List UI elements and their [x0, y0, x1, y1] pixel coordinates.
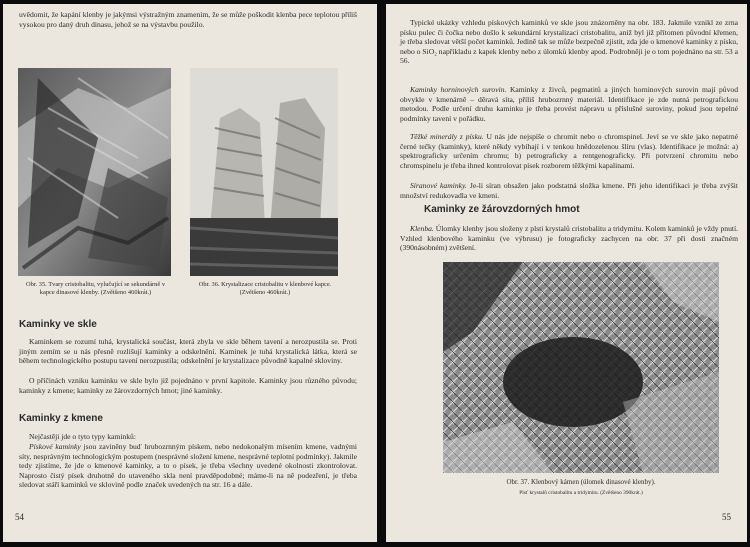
term-horninove: Kaminky horninových surovin.: [410, 85, 507, 94]
paragraph-ve-skle: Kaminkem se rozumí tuhá, krystalická součást, která zbyla ve skle během tavení a nerozpustila se. Proti jiným zemím se u nás přesně rozlišují kaminky a odskelnění. Kaminek je tuhá krystalická látka, která se během technologického postupu tavení nerozpustila; odskelnění je krystalizace původně kapalné skloviny.: [19, 337, 357, 366]
term-klenba: Klenba.: [410, 224, 434, 233]
figure-35-caption: Obr. 35. Tvary cristobalitu, vylučující se sekundárně v kapce dinasové klenby. (Zvětšeno 460krát.): [25, 281, 166, 296]
term-siranove: Síranové kaminky.: [410, 181, 467, 190]
paragraph-klenba: [400, 224, 738, 253]
paragraph-klenba-body: Úlomky klenby jsou složeny z plsti krystalů cristobalitu a tridymitu. Kolem kaminků je vždy pnutí. Vzhled klenbového kaminku (ve výbrusu) je fotograficky zachycen na obr. 37 při dosti značném (390násobném) zvětšení.: [400, 224, 738, 253]
paragraph-siranove-body: Je-li síran obsažen jako podstatná složka kmene. Při jeho identifikaci je třeba zvýšit množství redukovadla ve kmeni.: [400, 181, 739, 200]
figure-37-caption: Obr. 37. Klenbový kámen (úlomek dinasové klenby).: [506, 478, 656, 486]
paragraph-typy-lead: Nejčastěji jde o tyto typy kaminků:: [29, 432, 136, 441]
term-tezke: Těžké minerály z písku.: [410, 132, 484, 141]
paragraph-tezke-body: U nás jde nejspíše o chromit nebo o chromspinel. Jeví se ve skle jako nepatrné černé tečky (kaminky), které někdy vybíhají i v tenkou hnědozelenou šlíru (vlas). Identifikace je možná: a) spektrograficky určením chromu; b) petrograficky a rentgenograficky. Při potvrzení chromitu nebo chromspinelu je třeba ihned kontrolovat písek rozborem těžkými kapalinami.: [400, 132, 738, 170]
right-page: [386, 4, 747, 542]
page-number-left: 54: [15, 512, 24, 522]
paragraph-horninove: [400, 85, 738, 123]
figure-37-subcaption: Plsť krystalů cristobalitu a tridymitu. (Zvětšeno 390krát.): [519, 490, 643, 496]
paragraph-typicke: Typické ukázky vzhledu pískových kaminků ve skle jsou znázorněny na obr. 183. Jakmile vznikl ze zrna písku pulec či čočka nebo došlo k sekundární krystalizaci cristobalitu, aniž byl již přítomen původní křemen, je třeba sledovat větší počet kaminků. Jedině tak se může bezpečně zjistit, zda jde o kmenové kaminky z písku, nebo o SiO₂ napříkladu z kapek klenby nebo z úlomků klenby apod. Podrobněji je o tom pojednáno na str. 53 a 56.: [400, 18, 738, 66]
paragraph-siranove: [400, 181, 738, 200]
heading-kaminky-ve-skle: Kaminky ve skle: [19, 319, 97, 330]
term-piskove: Pískové kaminky: [29, 442, 81, 451]
left-page: [3, 4, 377, 542]
paragraph-vznik: O příčinách vzniku kaminku ve skle bylo již pojednáno v první kapitole. Kaminky jsou různého původu; kaminky z kmene; kaminky ze žárovzdorných hmot; jiné kaminky.: [19, 376, 357, 395]
paragraph-tezke: [400, 132, 738, 170]
paragraph-horninove-body: Kaminky z živců, pegmatitů a jiných horninových surovin mají původ obvykle v kmenárně – děravá síta, příliš hrubozrnný materiál. Identifikace je zde nutná petrografickou metodou. Podle určení druhu kaminku je třeba provést nápravu u příslušné suroviny, pokud jsou tepelné podmínky tavení v pořádku.: [400, 85, 738, 123]
intro-paragraph: uvědomit, že kapání klenby je jakýmsi výstražným znamením, že se může poškodit klenba pece teplotou příliš vysokou pro daný druh dinasu, jehož se na výstavbu použilo.: [19, 10, 357, 29]
paragraph-piskove: [19, 442, 357, 490]
paragraph-piskove-body: jsou zaviněny buď hrubozrnným pískem, nebo nedokonalým mísením kmene, vadnými síty, nesprávným technologickým postupem (nesprávné složení kmene, nesprávné teplotní podmínky). Jakmile tedy zjistíme, že jde o kmenové kaminky, a to o písek, je třeba všechny uvedené okolnosti zkontrolovat. Naprosto čistý písek druhotně do utaveného skla není pravděpodobné; máme-li na ně podezření, je třeba sledovat stáří kaminků ve sklovině podle značek uvedených na str. 16 a dále.: [19, 442, 358, 490]
figure-37-photo: [443, 262, 719, 473]
page-number-right: 55: [722, 512, 731, 522]
figure-36-photo: [190, 68, 338, 276]
heading-zarovzdorne: Kaminky ze žárovzdorných hmot: [424, 204, 580, 215]
heading-kaminky-z-kmene: Kaminky z kmene: [19, 413, 103, 424]
figure-35-photo: [18, 68, 171, 276]
figure-36-caption: Obr. 36. Krystalizace cristobalitu v klenbové kapce. (Zvětšeno 460krát.): [198, 281, 332, 296]
